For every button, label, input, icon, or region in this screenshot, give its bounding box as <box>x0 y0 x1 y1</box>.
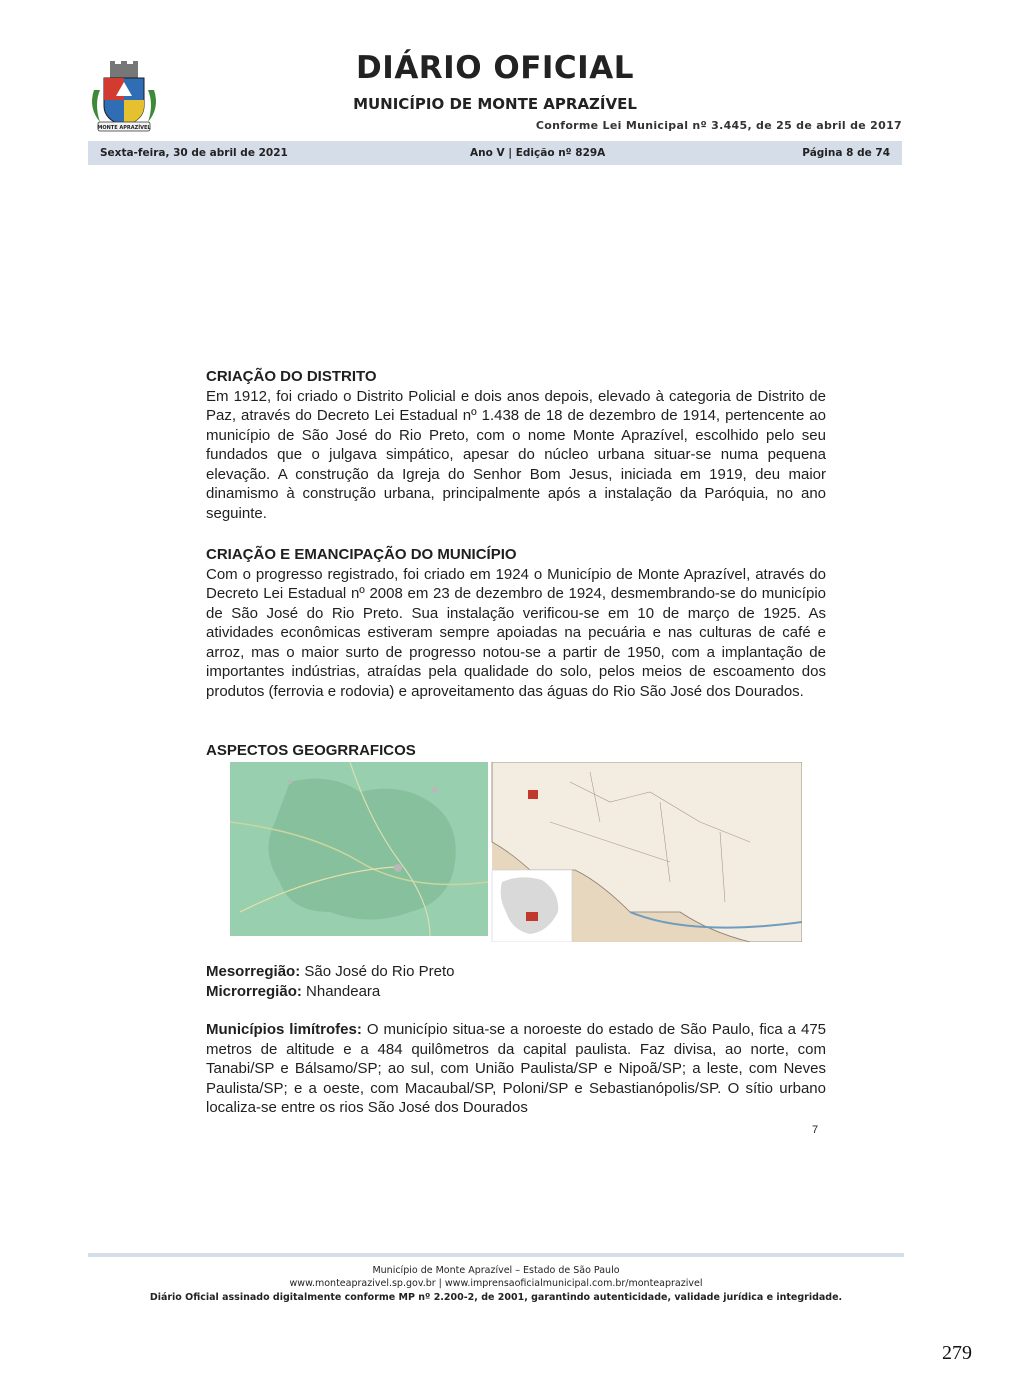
location-maps <box>230 762 802 942</box>
municipality-name: MUNICÍPIO DE MONTE APRAZÍVEL <box>353 95 637 113</box>
boundaries-section <box>206 1020 826 1118</box>
state-map <box>492 762 802 942</box>
newspaper-title: DIÁRIO OFICIAL <box>356 50 634 86</box>
edition-number: Ano V | Edição nº 829A <box>470 147 606 159</box>
footer-municipality: Município de Monte Aprazível – Estado de São Paulo <box>372 1265 620 1276</box>
legal-reference: Conforme Lei Municipal nº 3.445, de 25 de abril de 2017 <box>535 119 902 132</box>
edition-date: Sexta-feira, 30 de abril de 2021 <box>100 147 288 159</box>
edition-band <box>88 141 902 165</box>
local-area-map <box>230 762 488 936</box>
footer-signature-notice: Diário Oficial assinado digitalmente conforme MP nº 2.200-2, de 2001, garantindo autenticidade, validade jurídica e integridade. <box>149 1292 843 1303</box>
microregion-value: Nhandeara <box>306 982 381 1000</box>
boundaries-label: Municípios limítrofes: <box>206 1021 362 1038</box>
district-section <box>206 367 826 523</box>
page-indicator: Página 8 de 74 <box>802 147 890 159</box>
region-info <box>206 962 826 1001</box>
section-heading: ASPECTOS GEOGRRAFICOS <box>206 742 416 759</box>
document-page-stamp: 279 <box>942 1342 972 1364</box>
municipal-coat-of-arms <box>86 60 162 134</box>
footer-divider <box>88 1253 904 1257</box>
geography-section <box>206 741 826 761</box>
footer-websites: www.monteaprazivel.sp.gov.br | www.imprensaoficialmunicipal.com.br/monteaprazivel <box>289 1278 703 1289</box>
mesoregion-value: São José do Rio Preto <box>304 963 455 980</box>
section-paragraph: Em 1912, foi criado o Distrito Policial e dois anos depois, elevado à categoria de Distrito de Paz, através do Decreto Lei Estadual nº 1.438 de 18 de dezembro de 1914, pertencente ao município de São José do Rio Preto, com o nome Monte Aprazível, escolhido pelo seu fundados que o julgava simpático, apesar do núcleo urbana situar-se numa pequena elevação. A construção da Igreja do Senhor Bom Jesus, iniciada em 1919, deu maior dinamismo à construção urbana, principalmente após a instalação da Paróquia, no ano seguinte. <box>206 387 826 522</box>
mesoregion-label: Mesorregião: <box>206 963 301 980</box>
section-paragraph: Com o progresso registrado, foi criado em 1924 o Município de Monte Aprazível, através do Decreto Lei Estadual nº 2008 em 23 de dezembro de 1924, desmembrando-se do município de São José do Rio Preto. Sua instalação verificou-se em 10 de março de 1925. As atividades econômicas estiveram sempre apoiadas na pecuária e nas culturas de café e arroz, mas o maior surto de progresso notou-se a partir de 1950, com a implantação de importantes indústrias, atraídas pela qualidade do solo, pelos meios de escoamento dos produtos (ferrovia e rodovia) e aproveitamento das águas do Rio São José dos Dourados. <box>206 565 826 700</box>
section-heading: CRIAÇÃO E EMANCIPAÇÃO DO MUNICÍPIO <box>206 546 517 563</box>
section-heading: CRIAÇÃO DO DISTRITO <box>206 368 377 385</box>
coat-label: MONTE APRAZÍVEL <box>97 125 151 131</box>
municipality-section <box>206 545 826 701</box>
boundaries-text: O município situa-se a noroeste do estado de São Paulo, fica a 475 metros de altitude e a 484 quilômetros da capital paulista. Faz divisa, ao norte, com Tanabi/SP e Bálsamo/SP; ao sul, com União Paulista/SP e Nipoã/SP; a leste, com Neves Paulista/SP; e a oeste, com Macaubal/SP, Poloni/SP e Sebastianópolis/SP. O sítio urbano localiza-se entre os rios São José dos Dourados <box>206 1021 826 1116</box>
microregion-label: Microrregião: <box>206 982 302 1000</box>
inner-page-number: 7 <box>812 1124 819 1136</box>
